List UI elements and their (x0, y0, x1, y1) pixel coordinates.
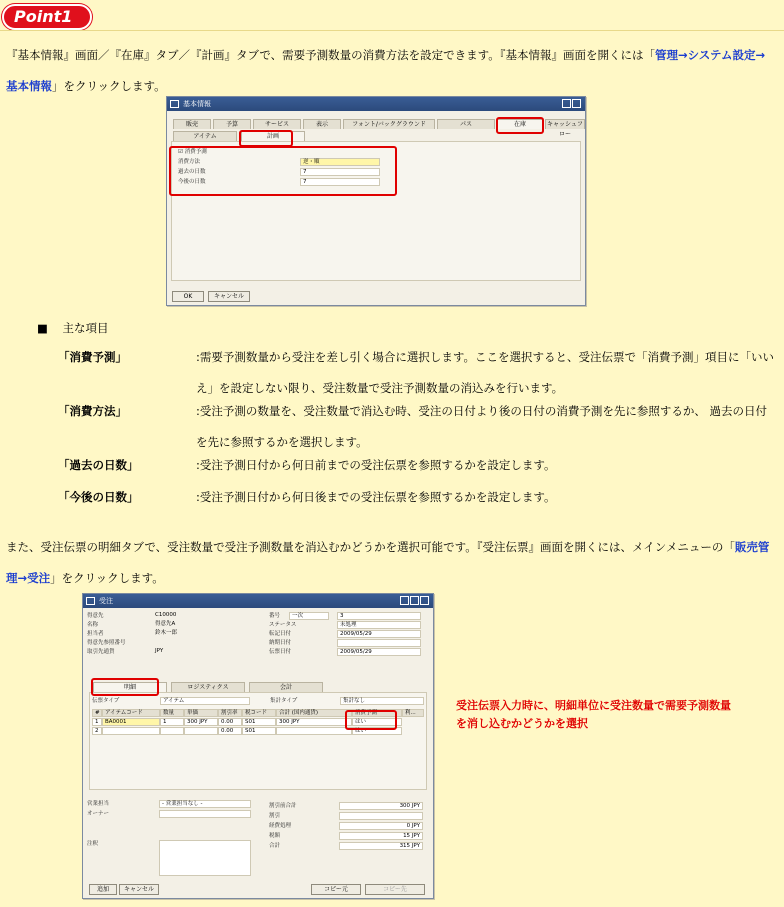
total-value[interactable]: 0 JPY (339, 822, 423, 830)
items-heading: ■ 主な項目 (37, 321, 109, 335)
minimize-icon[interactable] (562, 99, 571, 108)
total-label: 経費処理 (269, 823, 292, 829)
sales-order-window (82, 593, 434, 899)
grid-header: 税コード (242, 709, 276, 717)
header-label: 取引先通貨 (87, 649, 115, 655)
item-key: 「消費方法」 (58, 404, 127, 418)
total-value[interactable]: 300 JPY (339, 802, 423, 810)
highlight-inventory-tab (496, 117, 544, 134)
footer-label: 注釈 (87, 841, 99, 847)
grid-header: 消費予測 (352, 709, 402, 717)
order-tab-1[interactable]: ロジスティクス (171, 682, 245, 692)
total-value[interactable]: 15 JPY (339, 832, 423, 840)
header-divider (0, 30, 784, 31)
order-text-2: 」をクリックします。 (50, 571, 164, 585)
plan-row-label: 過去の日数 (178, 169, 206, 175)
header-label: 得意先 (87, 613, 104, 619)
grid-cell[interactable]: はい (352, 727, 402, 735)
summary-type-select[interactable]: 集計なし (340, 697, 424, 705)
ok-button[interactable]: OK (172, 291, 204, 302)
header-label: 担当者 (87, 631, 104, 637)
grid-header: 単価 (184, 709, 218, 717)
header-label: 名称 (87, 622, 99, 628)
window-controls (561, 99, 581, 113)
grid-cell[interactable]: 300 JPY (276, 718, 352, 726)
subtab-1[interactable]: 計画 (241, 131, 305, 141)
grid-cell[interactable]: 1 (92, 718, 102, 726)
intro-text-2: 」をクリックします。 (52, 79, 166, 93)
minimize-icon[interactable] (400, 596, 409, 605)
highlight-settings (169, 146, 397, 196)
header-label: 番号 (269, 613, 281, 619)
annotation-text: 受注伝票入力時に、明細単位に受注数量で需要予測数量を消し込むかどうかを選択 (456, 699, 731, 730)
grid-header: 割引率 (218, 709, 242, 717)
footer-value[interactable] (159, 840, 251, 876)
header-label: ステータス (269, 622, 297, 628)
grid-cell[interactable]: 0.00 (218, 718, 242, 726)
tab-7[interactable]: キャッシュフロー (545, 119, 585, 129)
grid-cell[interactable]: 300 JPY (184, 718, 218, 726)
grid-cell[interactable] (184, 727, 218, 735)
header-value[interactable]: 未処理 (337, 621, 421, 629)
add-button[interactable]: 追加 (89, 884, 117, 895)
plan-row-value[interactable]: 逆・順 (300, 158, 380, 166)
item-key: 「今後の日数」 (58, 490, 139, 504)
header-value[interactable]: 得意先A (155, 621, 176, 627)
grid-cell[interactable] (276, 727, 352, 735)
order-text-1: また、受注伝票の明細タブで、受注数量で受注予測数量を消込むかどうかを選択可能です。『受注伝票』画面を開くには、メインメニューの「 (6, 540, 735, 554)
window-icon (86, 597, 95, 605)
item-desc: :受注予測日付から何日後までの受注伝票を参照するかを設定します。 (196, 490, 556, 504)
copy-from-button[interactable]: コピー元 (311, 884, 361, 895)
tab-4[interactable]: フォント/バックグラウンド (343, 119, 435, 129)
window-icon (170, 100, 179, 108)
grid-cell[interactable]: はい (352, 718, 402, 726)
close-icon[interactable] (420, 596, 429, 605)
header-value[interactable] (153, 639, 233, 647)
order-paragraph (6, 532, 776, 594)
grid-cell[interactable]: S01 (242, 727, 276, 735)
footer-value[interactable]: - 営業担当なし - (159, 800, 251, 808)
order-tab-2[interactable]: 会計 (249, 682, 323, 692)
footer-value[interactable] (159, 810, 251, 818)
intro-paragraph (6, 40, 776, 102)
item-desc: :需要予測数量から受注を差し引く場合に選択します。ここを選択すると、受注伝票で「消費予測」項目に「いいえ」を設定しない限り、受注数量で受注予測数量の消込みを行います。 (196, 350, 774, 395)
summary-type-label: 集計タイプ (270, 698, 298, 704)
header-label: 転記日付 (269, 631, 292, 637)
tab-0[interactable]: 販売 (173, 119, 211, 129)
detail-tab-content (89, 692, 427, 790)
header-value[interactable]: 鈴木一郎 (155, 630, 178, 636)
grid-cell[interactable]: BA0001 (102, 718, 160, 726)
series-select[interactable]: 一次 (289, 612, 329, 620)
header-value[interactable]: 3 (337, 612, 421, 620)
grid-header: 利... (402, 709, 424, 717)
grid-cell[interactable]: S01 (242, 718, 276, 726)
total-value[interactable] (339, 812, 423, 820)
intro-link-system-settings[interactable]: 管理→システム設定→基本情報 (6, 48, 766, 93)
header-value[interactable]: 2009/05/29 (337, 648, 421, 656)
consume-forecast-checkbox[interactable]: ☑ 消費予測 (178, 149, 207, 155)
tab-2[interactable]: サービス (253, 119, 301, 129)
item-desc: :受注予測日付から何日前までの受注伝票を参照するかを設定します。 (196, 458, 556, 472)
highlight-plan-tab (239, 130, 293, 147)
tab-3[interactable]: 表示 (303, 119, 341, 129)
cancel-button[interactable]: キャンセル (208, 291, 250, 302)
header-value[interactable]: 2009/05/29 (337, 630, 421, 638)
header-value[interactable] (337, 639, 421, 647)
total-label: 割引 (269, 813, 281, 819)
plan-row-value[interactable]: 7 (300, 178, 380, 186)
grid-cell[interactable] (160, 727, 184, 735)
grid-cell[interactable]: 0.00 (218, 727, 242, 735)
footer-label: 営業担当 (87, 801, 110, 807)
header-value[interactable]: JPY (155, 648, 164, 654)
total-label: 合計 (269, 843, 281, 849)
plan-row-label: 消費方法 (178, 159, 201, 165)
order-link-sales-order[interactable]: 販売管理→受注 (6, 540, 770, 585)
doc-type-select[interactable]: アイテム (160, 697, 250, 705)
highlight-consume-forecast (345, 710, 397, 730)
header-label: 納期日付 (269, 640, 292, 646)
tab-5[interactable]: パス (437, 119, 495, 129)
grid-header: 合計 (国内通貨) (276, 709, 352, 717)
maximize-icon[interactable] (410, 596, 419, 605)
grid-header: # (92, 709, 102, 717)
close-icon[interactable] (572, 99, 581, 108)
intro-text-1: 『基本情報』画面／『在庫』タブ／『計画』タブで、需要予測数量の消費方法を設定できます。『基本情報』画面を開くには「 (6, 48, 655, 62)
window-title: 受注 (99, 597, 113, 605)
item-key: 「過去の日数」 (58, 458, 139, 472)
order-tab-0[interactable]: 明細 (93, 682, 167, 692)
window-titlebar (167, 97, 585, 111)
doc-type-label: 伝票タイプ (92, 698, 120, 704)
item-key: 「消費予測」 (58, 350, 127, 364)
tab-1[interactable]: 予算 (213, 119, 251, 129)
grid-cell[interactable]: 2 (92, 727, 102, 735)
plan-row-label: 今後の日数 (178, 179, 206, 185)
header-value[interactable]: C10000 (155, 612, 177, 618)
grid-cell[interactable]: 1 (160, 718, 184, 726)
grid-cell[interactable] (102, 727, 160, 735)
basic-info-window (166, 96, 586, 306)
window-title: 基本情報 (183, 100, 211, 108)
cancel-button[interactable]: キャンセル (119, 884, 159, 895)
total-value[interactable]: 315 JPY (339, 842, 423, 850)
item-desc: :受注予測の数量を、受注数量で消込む時、受注の日付より後の日付の消費予測を先に参照するか、 過去の日付を先に参照するかを選択します。 (196, 404, 768, 449)
header-label: 伝票日付 (269, 649, 292, 655)
grid-header: 数量 (160, 709, 184, 717)
total-label: 割引前合計 (269, 803, 297, 809)
window-controls (399, 596, 429, 610)
total-label: 税額 (269, 833, 281, 839)
grid-header: アイテムコード (102, 709, 160, 717)
tab-6[interactable]: 在庫 (497, 119, 543, 129)
plan-row-value[interactable]: 7 (300, 168, 380, 176)
footer-label: オーナー (87, 811, 110, 817)
window-titlebar (83, 594, 433, 608)
point-badge: Point1 (2, 4, 92, 30)
subtab-0[interactable]: アイテム (173, 131, 237, 141)
highlight-detail-tab (91, 678, 159, 696)
copy-to-button[interactable]: コピー先 (365, 884, 425, 895)
header-label: 得意先参照番号 (87, 640, 126, 646)
